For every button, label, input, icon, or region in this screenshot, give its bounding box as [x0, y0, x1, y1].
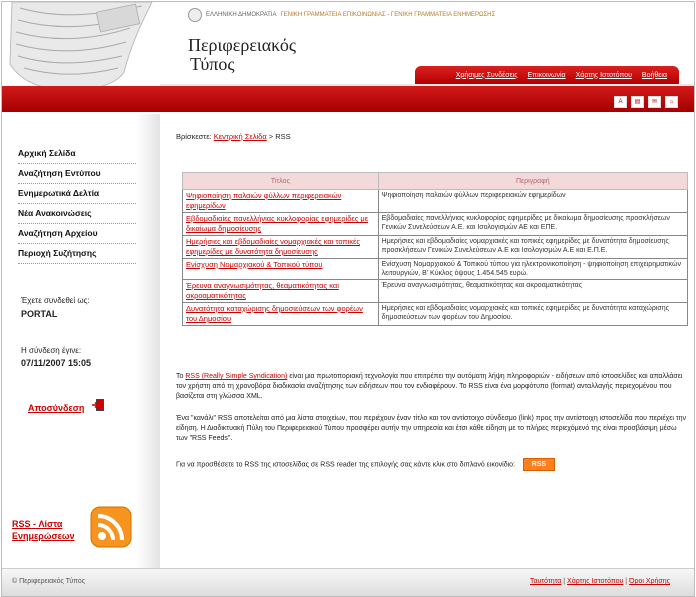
rss-intro-text: είναι μια πρωτοποριακή τεχνολογία που επιτρέπει την αυτόματη λήψη πληροφοριών - ειδήσεων από ιστοσελίδες και απαλλάσει τον χρήστη από τη χρονοβόρα διαδικασία αναζήτησης των ειδήσεων που τον ενδιαφέρουν. Το RSS είναι ένα μορφότυπο (format) ανταλλαγής περιεχομένου που βασίζεται στη γλώσσα XML. — [176, 373, 683, 400]
site-title[interactable] — [188, 36, 348, 74]
feed-description: Ημερήσιες και εβδομαδιαίες νομαρχιακές και τοπικές εφημερίδες με δυνατότητα δημοσίευσης προσκλήσεων Γενικών Συνελεύσεων Α.Ε και Ισολογισμών Α.Ε και Ε.Π.Ε. — [378, 236, 687, 259]
logout-link[interactable]: Αποσύνδεση — [28, 403, 85, 413]
footer-separator: | — [623, 578, 630, 585]
greek-seal-icon — [188, 8, 202, 22]
email-icon[interactable]: ✉ — [648, 96, 661, 108]
feed-description: Εβδομαδιαίες πανελλήνιας κυκλοφορίας εφημερίδες με δικαίωμα δημοσίευσης προσκλήσεων Γενικών Συνελεύσεων Α.Ε. και Ισολογισμών ΑΕ και ΕΠΕ. — [378, 213, 687, 236]
rss-list-line1: RSS - Λίστα — [12, 519, 63, 529]
logout-icon[interactable] — [91, 398, 105, 412]
table-row — [183, 280, 688, 303]
main-content — [160, 114, 694, 568]
sidebar-item-home[interactable]: Αρχική Σελίδα — [18, 144, 136, 164]
sidebar-item-archive-search[interactable]: Αναζήτηση Αρχείου — [18, 224, 136, 244]
login-time-label: Η σύνδεση έγινε: — [21, 346, 82, 355]
rss-subscribe-button[interactable] — [523, 458, 555, 471]
footer-identity-link[interactable]: Ταυτότητα — [530, 578, 562, 585]
print-icon[interactable]: ▤ — [631, 96, 644, 108]
rss-list-line2: Ενημερώσεων — [12, 531, 75, 541]
table-header-description: Περιγραφή — [378, 173, 687, 190]
feed-title-link[interactable]: Ημερήσιες και εβδομαδιαίες νομαρχιακές και τοπικές εφημερίδες με δυνατότητα δημοσίευσης — [186, 237, 360, 256]
rss-subscribe-label: RSS — [531, 461, 547, 468]
feed-title-link[interactable]: Ψηφιοποίηση παλαιών φύλλων περιφερειακών εφημερίδων — [186, 191, 342, 210]
table-row — [183, 190, 688, 213]
footer-links — [530, 578, 670, 585]
government-bar — [188, 8, 495, 22]
rss-list-link[interactable] — [12, 518, 90, 542]
footer-terms-link[interactable]: Όροι Χρήσης — [629, 578, 670, 585]
feed-description: Έρευνα αναγνωσιμότητας, θεαματικότητας και ακροαματικότητας — [378, 280, 687, 303]
breadcrumb-home-link[interactable]: Κεντρική Σελίδα — [213, 132, 267, 141]
nav-useful-links[interactable]: Χρήσιμες Συνδέσεις — [455, 71, 518, 79]
table-row — [183, 213, 688, 236]
breadcrumb — [176, 132, 291, 141]
rss-feeds-table — [182, 172, 688, 326]
breadcrumb-prefix: Βρίσκεστε: — [176, 132, 212, 141]
font-size-icon[interactable]: A — [614, 96, 627, 108]
table-row — [183, 303, 688, 326]
feed-title-link[interactable]: Δυνατότητα καταχώρισης δημοσιεύσεων των φορέων του Δημοσίου — [186, 304, 363, 323]
feed-description: Ενίσχυση Νομαρχιακού & Τοπικού τύπου για ηλεκτρονικοποίηση - ψηφιοποίηση επιχειρηματικών λειτουργιών, Β' Κύκλος όψους 1.454.545 ευρώ. — [378, 259, 687, 280]
feed-title-link[interactable]: Εβδομαδιαίες πανελλήνιας κυκλοφορίας εφημερίδες με δικαίωμα δημοσίευσης — [186, 214, 369, 233]
nav-sitemap[interactable]: Χάρτης Ιστοτόπου — [575, 71, 632, 79]
feed-title-link[interactable]: Ενίσχυση Νομαρχιακού & Τοπικού τύπου — [186, 260, 323, 269]
sidebar-item-search-publication[interactable]: Αναζήτηση Εντύπου — [18, 164, 136, 184]
login-time-value: 07/11/2007 15:05 — [21, 358, 92, 368]
copyright: © Περιφερειακός Τύπος — [12, 578, 86, 585]
feed-title-link[interactable]: Έρευνα αναγνωσιμότητας, θεαματικότητας και ακροαματικότητας — [186, 281, 339, 300]
secretariat-name: ΓΕΝΙΚΗ ΓΡΑΜΜΑΤΕΙΑ ΕΠΙΚΟΙΝΩΝΙΑΣ - ΓΕΝΙΚΗ ΓΡΑΜΜΑΤΕΙΑ ΕΝΗΜΕΡΩΣΗΣ — [280, 12, 496, 18]
nav-contact[interactable]: Επικοινωνία — [527, 71, 566, 79]
site-title-line1: Περιφερειακός — [188, 35, 296, 55]
nav-help[interactable]: Βοήθεια — [641, 71, 667, 79]
rss-intro-paragraph — [176, 372, 688, 402]
rss-add-text: Για να προσθέσετε το RSS της ιστοσελίδας σε RSS reader της επιλογής σας κάντε κλικ στο διπλανό εικονίδιο: — [176, 461, 515, 469]
header — [2, 2, 694, 114]
connected-label: Έχετε συνδεθεί ως: — [21, 296, 90, 305]
breadcrumb-current: > RSS — [266, 132, 291, 141]
site-title-line2: Τύπος — [190, 54, 235, 74]
rss-channel-paragraph: Ένα "κανάλι" RSS αποτελείται από μια λίστα στοιχείων, που περιέχουν έναν τίτλο και τον αντίστοιχο σύνδεσμο (link) προς την αντίστοιχη ιστοσελίδα που περιέχει την είδηση. Η Διαδικτυακή Πύλη του Περιφερειακού Τύπου προσφέρει αυτήν την υπηρεσία και έτσι κάθε είδηση με το πλήρες περιεχόμενό της είναι προσβάσιμη μέσω των "RSS Feeds". — [176, 415, 686, 442]
top-nav — [415, 66, 679, 84]
sidebar-item-announcements[interactable]: Νέα Ανακοινώσεις — [18, 204, 136, 224]
sidebar-menu — [18, 144, 136, 264]
feed-description: Ψηφιοποίηση παλαιών φύλλων περιφερειακών εφημερίδων — [378, 190, 687, 213]
government-name: ΕΛΛΗΝΙΚΗ ΔΗΜΟΚΡΑΤΙΑ — [206, 12, 277, 18]
rss-definition-link[interactable]: RSS (Really Simple Syndication) — [185, 373, 288, 380]
table-row — [183, 236, 688, 259]
sidebar — [2, 114, 160, 568]
red-band — [2, 86, 694, 112]
table-header-title: Τίτλος — [183, 173, 379, 190]
feed-description: Ημερήσιες και εβδομαδιαίες νομαρχιακές και τοπικές εφημερίδες με δυνατότητα καταχώρισης δημοσιεύσεων των φορέων του Δημοσίου. — [378, 303, 687, 326]
rss-intro-prefix: Το — [176, 373, 186, 380]
home-icon[interactable]: ⌂ — [665, 96, 678, 108]
footer — [2, 568, 694, 597]
sidebar-item-discussion[interactable]: Περιοχή Συζήτησης — [18, 244, 136, 264]
rss-feed-icon[interactable] — [90, 506, 132, 548]
footer-sitemap-link[interactable]: Χάρτης Ιστοτόπου — [567, 578, 624, 585]
footer-separator: | — [561, 578, 568, 585]
rss-add-paragraph — [176, 458, 688, 471]
page-frame — [1, 1, 695, 597]
sidebar-item-newsletters[interactable]: Ενημερωτικά Δελτία — [18, 184, 136, 204]
table-row — [183, 259, 688, 280]
connected-user: PORTAL — [21, 309, 58, 319]
sidebar-shade — [136, 114, 160, 568]
tool-icons — [614, 96, 678, 108]
